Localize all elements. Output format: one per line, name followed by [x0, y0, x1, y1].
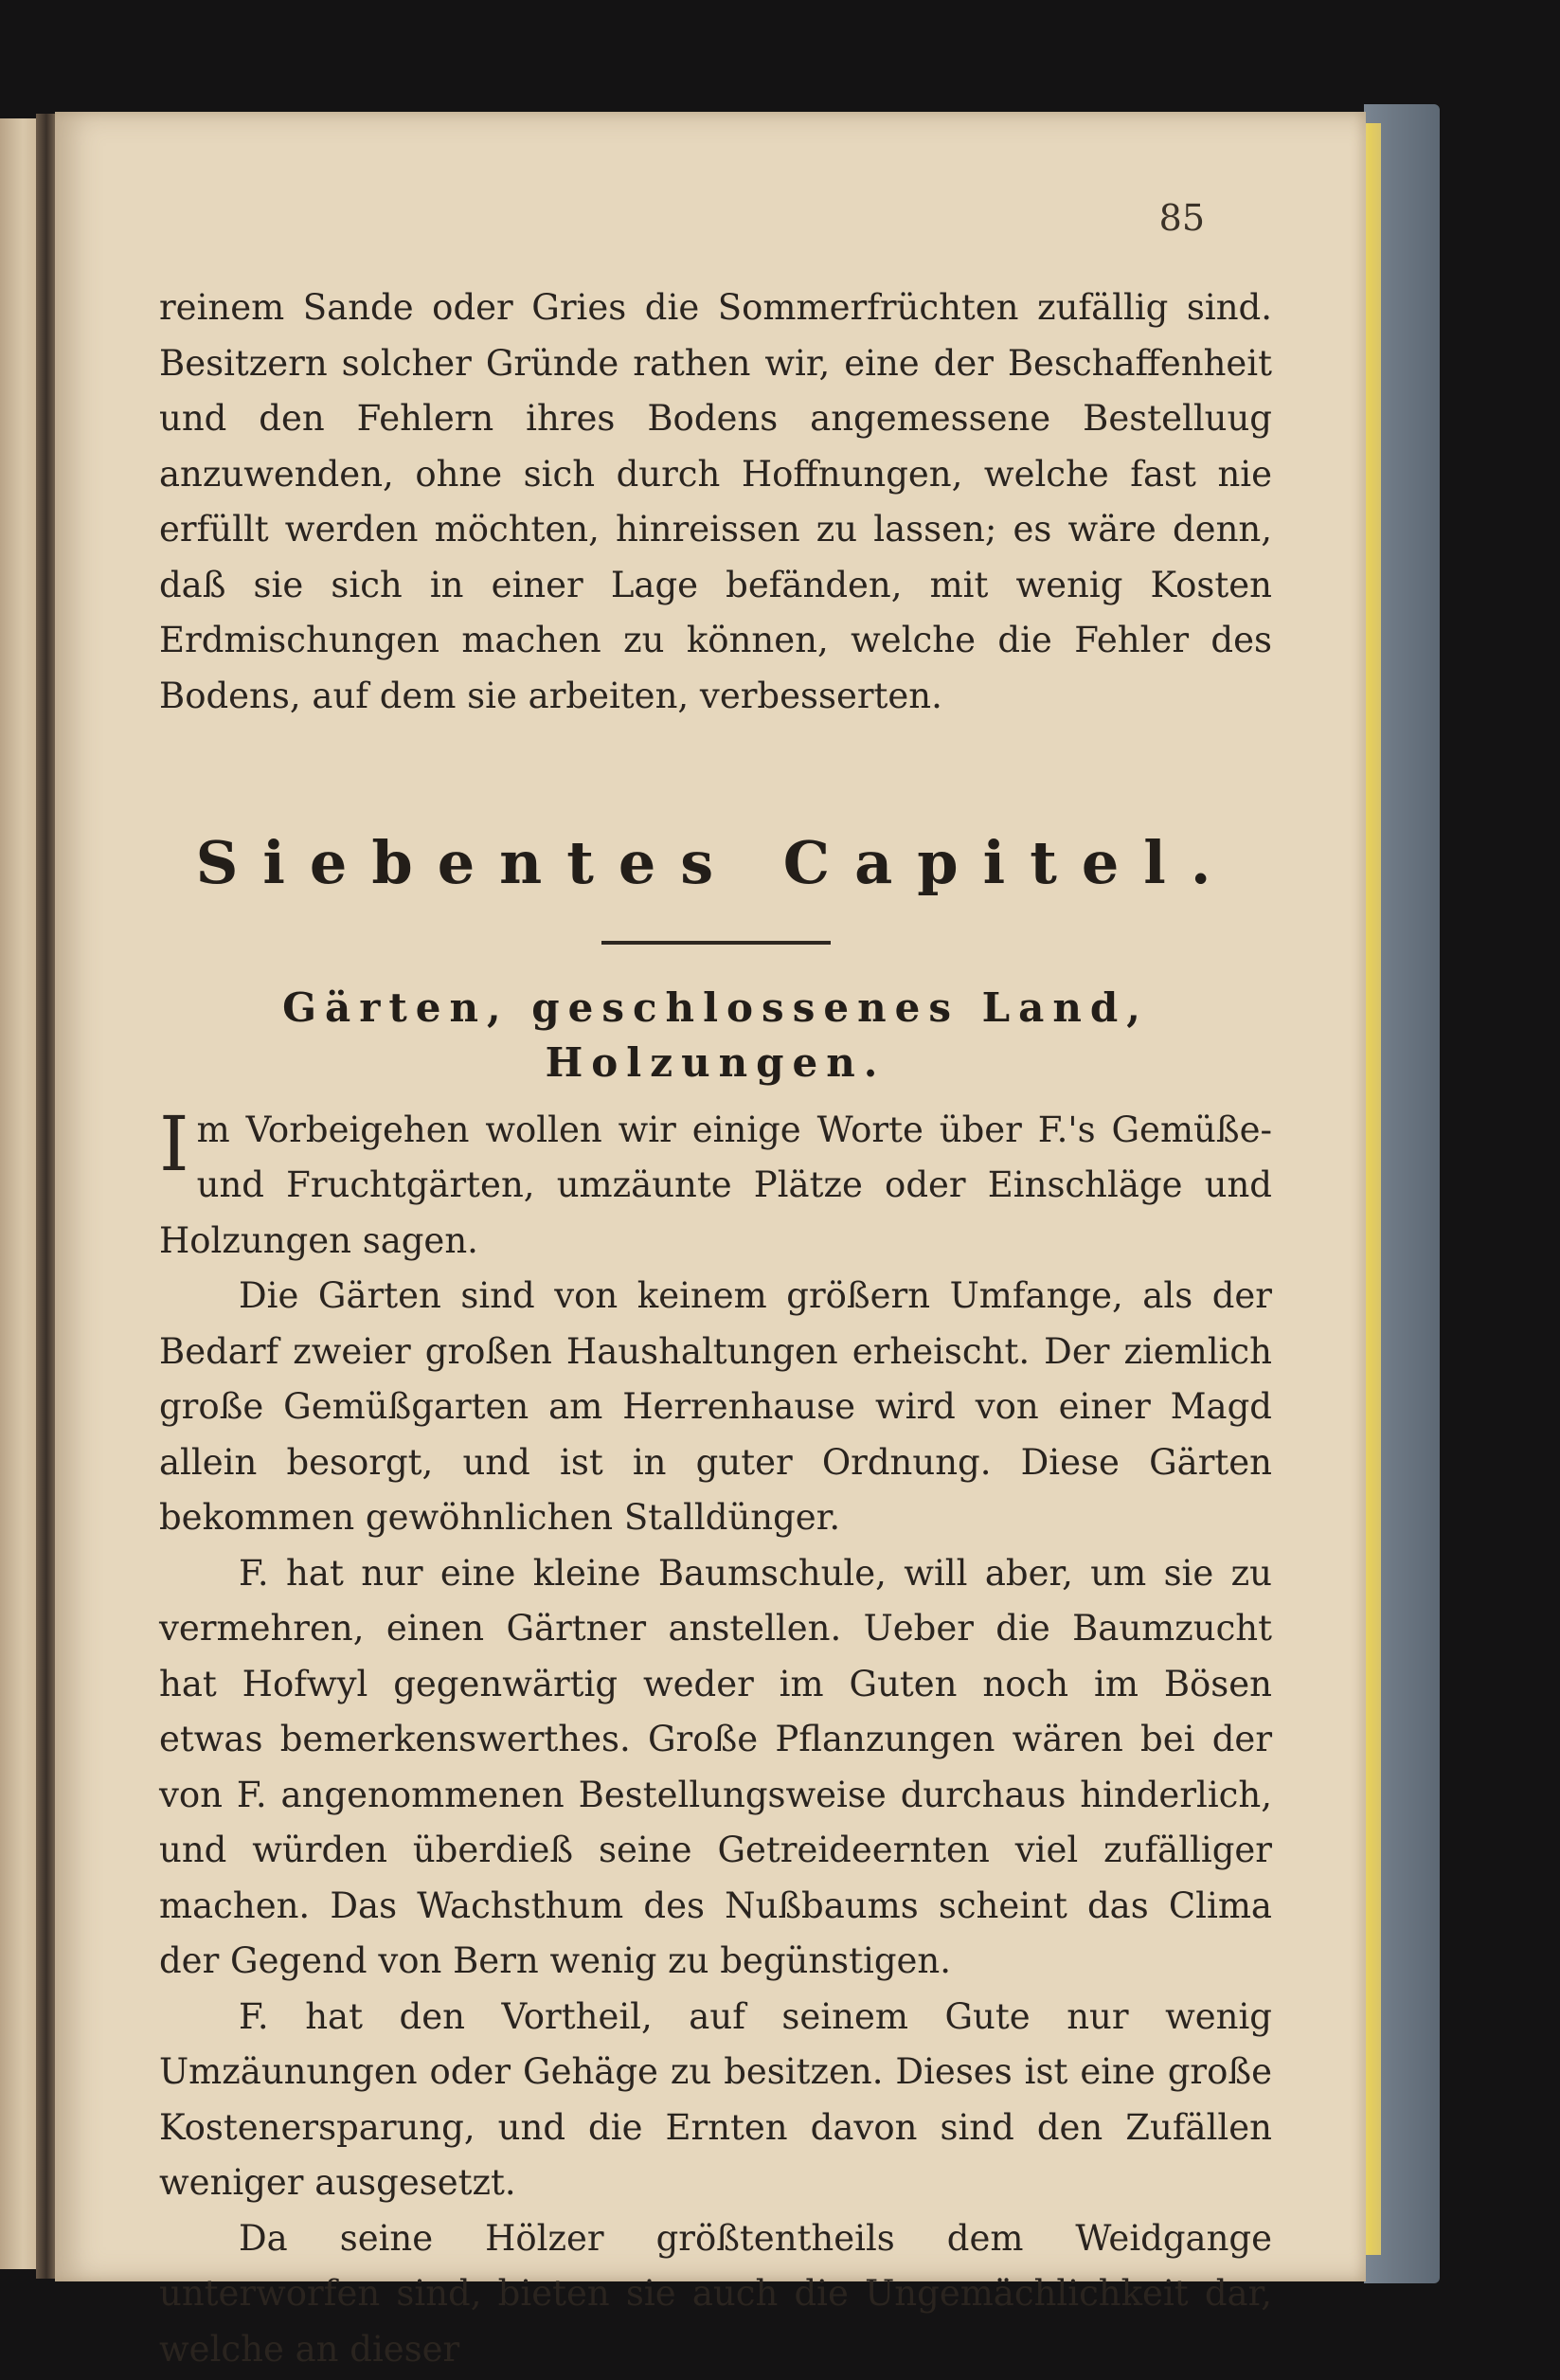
section-title: Gärten, geschlossenes Land, Holzungen.	[282, 983, 1149, 1086]
page-text	[159, 280, 1272, 2377]
opening-paragraph: reinem Sande oder Gries die Sommerfrüchten zufällig sind. Besitzern solcher Gründe rathen wir, eine der Beschaffenheit und den Fehlern ihres Bodens angemessene Bestelluug anzuwenden, ohne sich durch Hoffnungen, welche fast nie erfüllt werden möchten, hinreissen zu lassen; es wäre denn, daß sie sich in einer Lage befänden, mit wenig Kosten Erdmischungen machen zu können, welche die Fehler des Bodens, auf dem sie arbeiten, verbesserten.	[159, 287, 1272, 716]
paragraph-1: Im Vorbeigehen wollen wir einige Worte über F.'s Gemüße- und Fruchtgärten, umzäunte Plätze oder Einschläge und Holzungen sagen.	[159, 1099, 1272, 1261]
paragraph-3: F. hat nur eine kleine Baumschule, will aber, um sie zu vermehren, einen Gärtner anstellen. Ueber die Baumzucht hat Hofwyl gegenwärtig weder im Guten noch im Bösen etwas bemerkenswerthes. Große Pflanzungen wären bei der von F. angenommenen Bestellungsweise durchaus hinderlich, und würden überdieß seine Getreideernten viel zufälliger machen. Das Wachsthum des Nußbaums scheint das Clima der Gegend von Bern wenig zu begünstigen.	[159, 1552, 1272, 1981]
paragraph-4: F. hat den Vortheil, auf seinem Gute nur wenig Umzäunungen oder Gehäge zu besitzen. Dieses ist eine große Kostenersparung, und die Ernten davon sind den Zufällen weniger ausgesetzt.	[159, 1995, 1272, 2203]
chapter-title: Siebentes Capitel.	[195, 828, 1236, 897]
chapter-divider	[601, 941, 831, 945]
book-gutter	[36, 114, 57, 2279]
book-page	[55, 112, 1366, 2370]
page-number: 85	[1158, 197, 1205, 239]
previous-page-edge	[0, 118, 38, 2269]
paragraph-5: Da seine Hölzer größtentheils dem Weidgange unterworfen sind, bieten sie auch die Ungemächlichkeit dar, welche an dieser	[159, 2217, 1272, 2370]
paragraph-2: Die Gärten sind von keinem größern Umfange, als der Bedarf zweier großen Haushaltungen erheischt. Der ziemlich große Gemüßgarten am Herrenhause wird von einer Magd allein besorgt, und ist in guter Ordnung. Diese Gärten bekommen gewöhnlichen Stalldünger.	[159, 1275, 1272, 1538]
